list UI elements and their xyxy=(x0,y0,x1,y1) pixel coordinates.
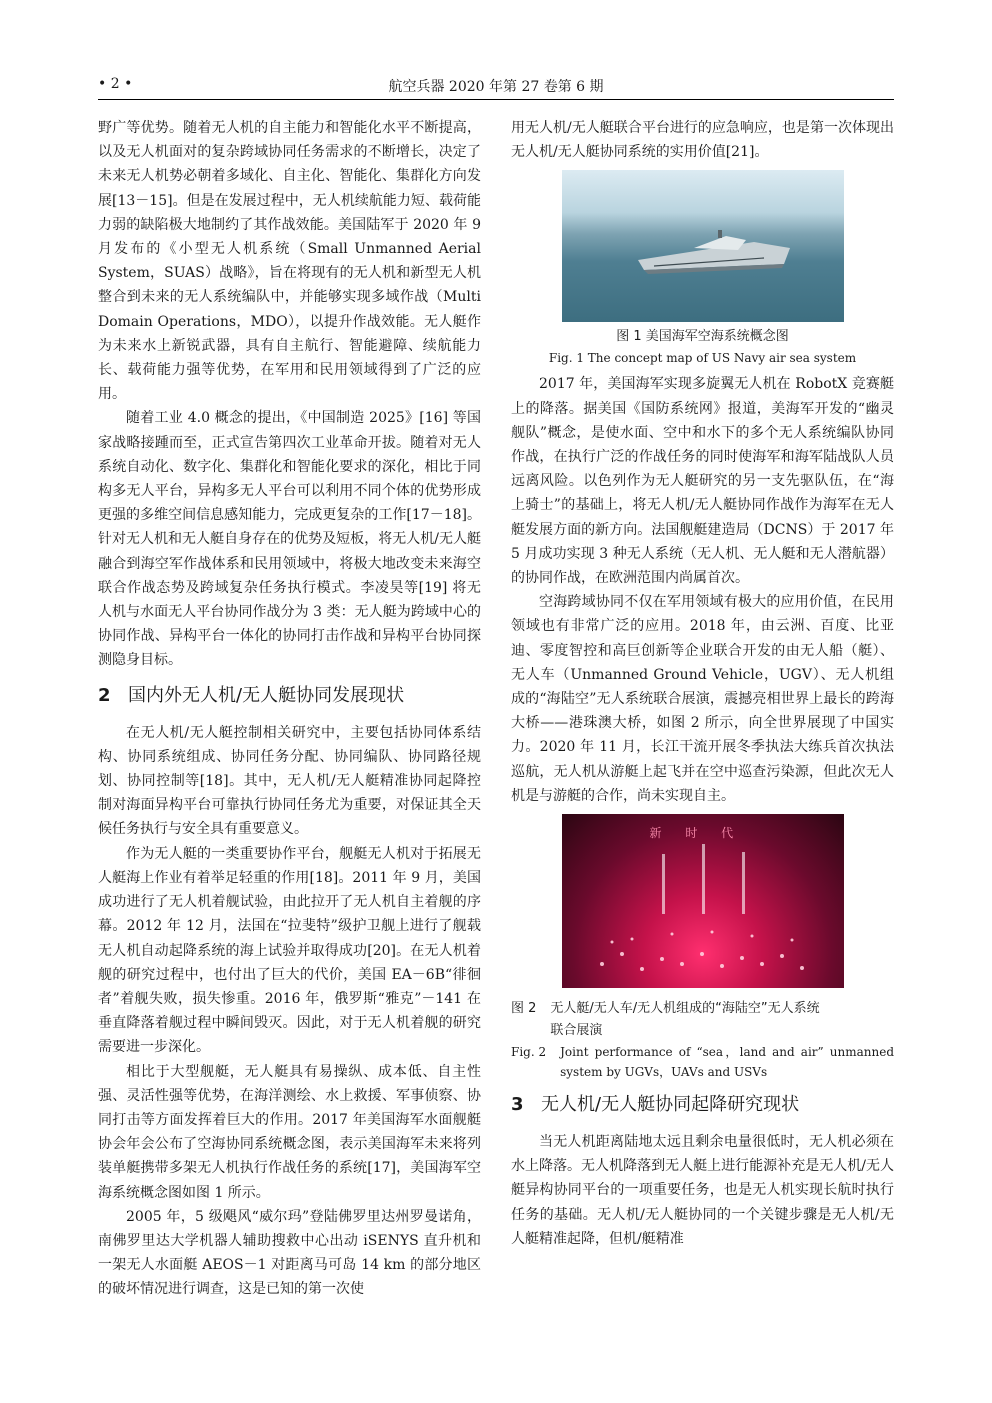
paragraph: 相比于大型舰艇，无人艇具有易操纵、成本低、自主性强、灵活性强等优势，在海洋测绘、水上救援、军事侦察、协同打击等方面发挥着巨大的作用。2017 年美国海军水面舰艇协会年会公布了空海协同系统概念图，表示美国海军未来将列装单艇携带多架无人机执行作战任务的系统[17]，美国海军空海系统概念图如图 1 所示。 xyxy=(98,1063,481,1201)
figure-2-image xyxy=(562,814,844,988)
running-header xyxy=(98,76,894,98)
page-number: • 2 • xyxy=(98,76,133,92)
section-number: 3 xyxy=(511,1094,524,1116)
paragraph: 2005 年，5 级飓风“威尔玛”登陆佛罗里达州罗曼诺角，南佛罗里达大学机器人辅助搜救中心出动 iSENYS 直升机和一架无人水面艇 AEOS－1 对距离马可岛 14 km 的部分地区的破坏情况进行调查，这是已知的第一次使 xyxy=(98,1208,481,1298)
section-number: 2 xyxy=(98,684,111,706)
paragraph: 空海跨域协同不仅在军用领域有极大的应用价值，在民用领域也有非常广泛的应用。2018 年，由云洲、百度、比亚迪、零度智控和高巨创新等企业联合开发的由无人船（艇）、无人车（Unmanned Ground Vehicle，UGV）、无人机组成的“海陆空”无人系统联合展演，震撼亮相世界上最长的跨海大桥——港珠澳大桥，如图 2 所示，向全世界展现了中国实力。2020 年 11 月，长江干流开展冬季执法大练兵首次执法巡航，无人机从游艇上起飞并在空中巡查污染源，但此次无人机是与游艇的合作，尚未实现自主。 xyxy=(511,594,894,804)
figure-2-caption-zh: 图 2 无人艇/无人车/无人机组成的“海陆空”无人系统联合展演 xyxy=(511,1001,820,1039)
paragraph: 2017 年，美国海军实现多旋翼无人机在 RobotX 竞赛艇上的降落。据美国《国防系统网》报道，美海军开发的“幽灵舰队”概念，是使水面、空中和水下的多个无人系统编队协同作战，在执行广泛的作战任务的同时使海军和海军陆战队人员远离风险。以色列作为无人艇研究的另一支先驱队伍，在“海上骑士”的基础上，将无人机/无人艇协同作战作为海军在无人艇发展方面的新方向。法国舰艇建造局（DCNS）于 2017 年 5 月成功实现 3 种无人系统（无人机、无人艇和无人潜航器）的协同作战，在欧洲范围内尚属首次。 xyxy=(511,376,894,587)
paragraph: 野广等优势。随着无人机的自主能力和智能化水平不断提高，以及无人机面对的复杂跨域协同任务需求的不断增长，决定了未来无人机势必朝着多域化、自主化、智能化、集群化方向发展[13－15]。但是在发展过程中，无人机续航能力短、载荷能力弱的缺陷极大地制约了其作战效能。美国陆军于 2020 年 9 月发布的《小型无人机系统（Small Unmanned Aerial System，SUAS）战略》，旨在将现有的无人机和新型无人机整合到未来的无人系统编队中，并能够实现多域作战（Multi Domain Operations，MDO），以提升作战效能。无人艇作为未来水上新锐武器，具有自主航行、智能避障、续航能力长、载荷能力强等优势，在军用和民用领域得到了广泛的应用。 xyxy=(98,120,481,403)
figure-1-caption-zh: 图 1 美国海军空海系统概念图 xyxy=(616,329,789,345)
figure-2-caption-en: Fig. 2 Joint performance of “sea，land and air” unmanned system by UGVs，UAVs and USVs xyxy=(511,1045,894,1080)
paragraph: 当无人机距离陆地太远且剩余电量很低时，无人机必须在水上降落。无人机降落到无人艇上进行能源补充是无人机/无人艇异构协同平台的一项重要任务，也是无人机实现长航时执行任务的基础。无人机/无人艇协同的一个关键步骤是无人机/无人艇精准起降，但机/艇精准 xyxy=(511,1134,894,1247)
figure-1-image xyxy=(562,170,844,322)
drone-sky-text: 新 时 代 xyxy=(649,826,744,841)
figure-1-caption-en: Fig. 1 The concept map of US Navy air sea system xyxy=(548,351,857,366)
paragraph: 作为无人艇的一类重要协作平台，舰艇无人机对于拓展无人艇海上作业有着举足轻重的作用[18]。2011 年 9 月，美国成功进行了无人机着舰试验，由此拉开了无人机自主着舰的序幕。2012 年 12 月，法国在“拉斐特”级护卫舰上进行了舰载无人机自动起降系统的海上试验并取得成功[20]。在无人机着舰的研究过程中，也付出了巨大的代价，美国 EA－6B“徘徊者”着舰失败，损失惨重。2016 年，俄罗斯“雅克”－141 在垂直降落着舰过程中瞬间毁灭。因此，对于无人机着舰的研究需要进一步深化。 xyxy=(98,845,481,1056)
figure-1 xyxy=(511,170,894,368)
section-heading xyxy=(98,683,481,709)
left-column xyxy=(98,116,481,1302)
journal-title: 航空兵器 2020 年第 27 卷第 6 期 xyxy=(388,79,604,95)
paragraph: 随着工业 4.0 概念的提出，《中国制造 2025》[16] 等国家战略接踵而至，正式宣告第四次工业革命开拔。随着对无人系统自动化、数字化、集群化和智能化要求的深化，相比于同构多无人平台，异构多无人平台可以利用不同个体的优势形成更强的多维空间信息感知能力，完成更复杂的工作[17－18]。针对无人机和无人艇自身存在的优势及短板，将无人机/无人艇融合到海空军作战体系和民用领域中，将极大地改变未来海空联合作战态势及跨域复杂任务执行模式。李凌昊等[19] 将无人机与水面无人平台协同作战分为 3 类：无人艇为跨域中心的协同作战、异构平台一体化的协同打击作战和异构平台协同探测隐身目标。 xyxy=(98,410,481,669)
header-rule xyxy=(98,99,894,100)
figure-2 xyxy=(511,814,894,1082)
section-title: 国内外无人机/无人艇协同发展现状 xyxy=(128,684,405,706)
unmanned-ship-illustration xyxy=(634,230,794,276)
paragraph: 在无人机/无人艇控制相关研究中，主要包括协同体系结构、协同系统组成、协同任务分配、协同编队、协同路径规划、协同控制等[18]。其中，无人机/无人艇精准协同起降控制对海面异构平台可靠执行协同任务尤为重要，对保证其全天候任务执行与安全具有重要意义。 xyxy=(98,724,481,838)
light-show-illustration xyxy=(562,814,844,988)
right-column xyxy=(511,116,894,1251)
section-title: 无人机/无人艇协同起降研究现状 xyxy=(541,1094,800,1116)
section-heading xyxy=(511,1092,894,1118)
paragraph: 用无人机/无人艇联合平台进行的应急响应，也是第一次体现出无人机/无人艇协同系统的实用价值[21]。 xyxy=(511,120,894,161)
